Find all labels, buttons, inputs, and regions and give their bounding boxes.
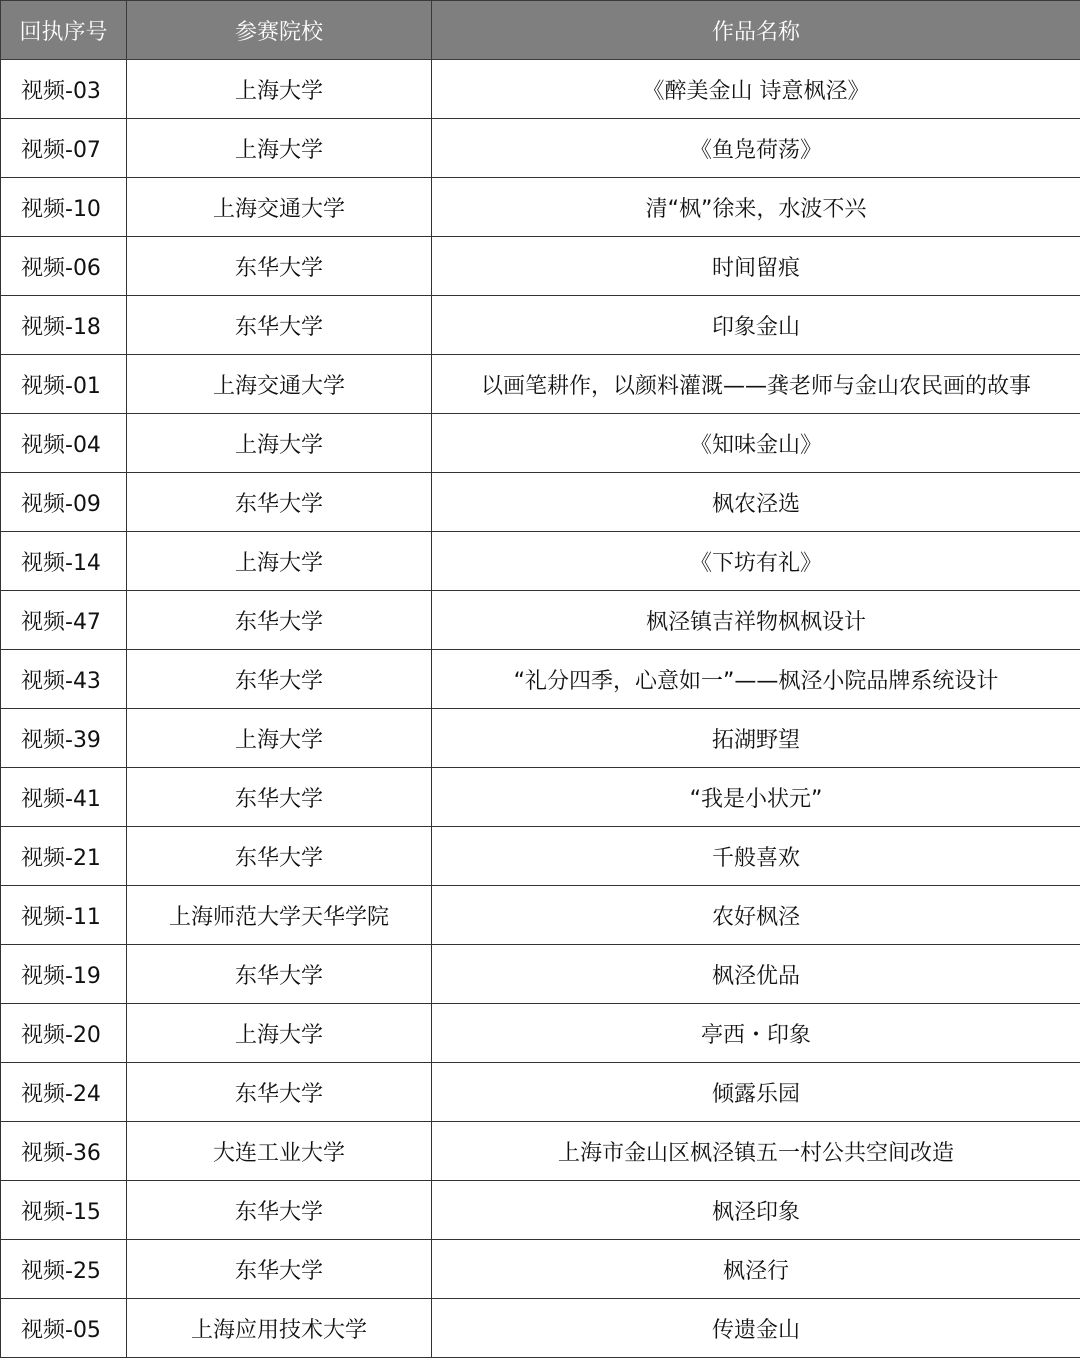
row-title: 枫泾印象 [432, 1181, 1080, 1240]
table-row [1, 591, 1080, 650]
row-seq: 视频-05 [1, 1299, 127, 1358]
row-title: “我是小状元” [432, 768, 1080, 827]
row-seq: 视频-01 [1, 355, 127, 414]
table-row [1, 1299, 1080, 1358]
row-seq: 视频-06 [1, 237, 127, 296]
row-school: 上海交通大学 [127, 355, 432, 414]
table-row [1, 1181, 1080, 1240]
row-title: 枫泾镇吉祥物枫枫设计 [432, 591, 1080, 650]
table-row [1, 1004, 1080, 1063]
table-row [1, 355, 1080, 414]
row-title: 清“枫”徐来，水波不兴 [432, 178, 1080, 237]
row-school: 上海大学 [127, 119, 432, 178]
row-seq: 视频-21 [1, 827, 127, 886]
row-seq: 视频-07 [1, 119, 127, 178]
table-row [1, 60, 1080, 119]
table-row [1, 945, 1080, 1004]
row-seq: 视频-15 [1, 1181, 127, 1240]
row-title: 亭西・印象 [432, 1004, 1080, 1063]
row-title: 枫农泾选 [432, 473, 1080, 532]
row-title: “礼分四季，心意如一”——枫泾小院品牌系统设计 [432, 650, 1080, 709]
row-seq: 视频-43 [1, 650, 127, 709]
row-school: 上海师范大学天华学院 [127, 886, 432, 945]
row-title: 《鱼凫荷荡》 [432, 119, 1080, 178]
table-row [1, 178, 1080, 237]
row-school: 上海交通大学 [127, 178, 432, 237]
table-body [1, 60, 1080, 1358]
row-school: 上海大学 [127, 709, 432, 768]
row-title: 以画笔耕作，以颜料灌溉——龚老师与金山农民画的故事 [432, 355, 1080, 414]
row-school: 东华大学 [127, 591, 432, 650]
row-seq: 视频-20 [1, 1004, 127, 1063]
row-school: 东华大学 [127, 237, 432, 296]
row-seq: 视频-25 [1, 1240, 127, 1299]
row-seq: 视频-41 [1, 768, 127, 827]
row-title: 《知味金山》 [432, 414, 1080, 473]
row-school: 上海大学 [127, 1004, 432, 1063]
table-row [1, 1063, 1080, 1122]
row-school: 上海大学 [127, 60, 432, 119]
table-row [1, 827, 1080, 886]
table-row [1, 1122, 1080, 1181]
table-row [1, 1240, 1080, 1299]
row-school: 东华大学 [127, 1063, 432, 1122]
header-row [1, 1, 1080, 60]
row-title: 枫泾行 [432, 1240, 1080, 1299]
header-seq: 回执序号 [1, 1, 127, 60]
table-row [1, 119, 1080, 178]
row-school: 东华大学 [127, 650, 432, 709]
row-title: 拓湖野望 [432, 709, 1080, 768]
row-seq: 视频-47 [1, 591, 127, 650]
row-seq: 视频-19 [1, 945, 127, 1004]
table-row [1, 886, 1080, 945]
row-title: 农好枫泾 [432, 886, 1080, 945]
table-row [1, 414, 1080, 473]
row-title: 传遗金山 [432, 1299, 1080, 1358]
row-seq: 视频-09 [1, 473, 127, 532]
row-seq: 视频-36 [1, 1122, 127, 1181]
table-row [1, 709, 1080, 768]
row-title: 印象金山 [432, 296, 1080, 355]
row-seq: 视频-39 [1, 709, 127, 768]
row-seq: 视频-14 [1, 532, 127, 591]
header-school: 参赛院校 [127, 1, 432, 60]
row-school: 东华大学 [127, 768, 432, 827]
row-title: 《醉美金山 诗意枫泾》 [432, 60, 1080, 119]
row-school: 东华大学 [127, 1181, 432, 1240]
row-seq: 视频-24 [1, 1063, 127, 1122]
table-row [1, 237, 1080, 296]
table-row [1, 473, 1080, 532]
row-title: 枫泾优品 [432, 945, 1080, 1004]
table-row [1, 768, 1080, 827]
row-title: 上海市金山区枫泾镇五一村公共空间改造 [432, 1122, 1080, 1181]
row-school: 大连工业大学 [127, 1122, 432, 1181]
header-title: 作品名称 [432, 1, 1080, 60]
row-title: 时间留痕 [432, 237, 1080, 296]
row-seq: 视频-04 [1, 414, 127, 473]
row-school: 上海大学 [127, 532, 432, 591]
row-title: 千般喜欢 [432, 827, 1080, 886]
row-school: 东华大学 [127, 296, 432, 355]
row-school: 东华大学 [127, 1240, 432, 1299]
row-school: 上海大学 [127, 414, 432, 473]
row-title: 倾露乐园 [432, 1063, 1080, 1122]
row-school: 东华大学 [127, 827, 432, 886]
row-seq: 视频-03 [1, 60, 127, 119]
row-seq: 视频-18 [1, 296, 127, 355]
row-school: 东华大学 [127, 473, 432, 532]
row-title: 《下坊有礼》 [432, 532, 1080, 591]
table-row [1, 650, 1080, 709]
row-school: 上海应用技术大学 [127, 1299, 432, 1358]
row-seq: 视频-10 [1, 178, 127, 237]
row-school: 东华大学 [127, 945, 432, 1004]
table-row [1, 532, 1080, 591]
row-seq: 视频-11 [1, 886, 127, 945]
table-row [1, 296, 1080, 355]
